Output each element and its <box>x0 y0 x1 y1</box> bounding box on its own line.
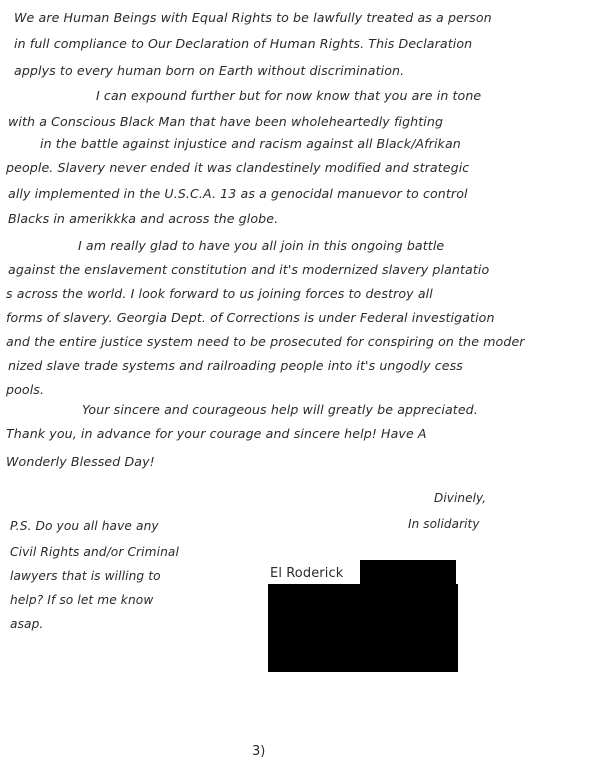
letter-line: people. Slavery never ended it was clandestinely modified and strategic <box>6 160 470 175</box>
letter-line: in full compliance to Our Declaration of Human Rights. This Declaration <box>14 36 473 51</box>
postscript-line: help? If so let me know <box>10 593 154 607</box>
solidarity-line: In solidarity <box>408 517 480 531</box>
letter-line: against the enslavement constitution and it's modernized slavery plantatio <box>8 262 490 277</box>
letter-line: pools. <box>6 382 45 397</box>
letter-line: Blacks in amerikkka and across the globe. <box>8 211 279 226</box>
letter-line: Your sincere and courageous help will greatly be appreciated. <box>82 402 478 417</box>
letter-line: in the battle against injustice and racism against all Black/Afrikan <box>40 136 461 151</box>
postscript-line: P.S. Do you all have any <box>10 519 159 533</box>
letter-line: Thank you, in advance for your courage and sincere help! Have A <box>6 426 427 441</box>
letter-line: forms of slavery. Georgia Dept. of Corrections is under Federal investigation <box>6 310 495 325</box>
letter-line: Wonderly Blessed Day! <box>6 454 155 469</box>
letter-line: with a Conscious Black Man that have been wholeheartedly fighting <box>8 114 444 129</box>
letter-line: s across the world. I look forward to us joining forces to destroy all <box>6 286 433 301</box>
letter-line: applys to every human born on Earth without discrimination. <box>14 63 405 78</box>
letter-line: I am really glad to have you all join in this ongoing battle <box>78 238 445 253</box>
letter-line: We are Human Beings with Equal Rights to be lawfully treated as a person <box>14 10 492 25</box>
postscript-line: lawyers that is willing to <box>10 569 161 583</box>
valediction: Divinely, <box>434 491 487 505</box>
letter-line: nized slave trade systems and railroading people into it's ungodly cess <box>8 358 463 373</box>
redaction-box-lower <box>268 584 458 672</box>
postscript-line: asap. <box>10 617 44 631</box>
letter-line: I can expound further but for now know that you are in tone <box>96 88 482 103</box>
redaction-box-upper <box>360 560 456 586</box>
letter-line: ally implemented in the U.S.C.A. 13 as a genocidal manuevor to control <box>8 186 468 201</box>
letter-line: and the entire justice system need to be prosecuted for conspiring on the moder <box>6 334 525 349</box>
page-number: 3) <box>252 744 266 759</box>
sender-name: El Roderick <box>270 566 344 581</box>
postscript-line: Civil Rights and/or Criminal <box>10 545 179 559</box>
